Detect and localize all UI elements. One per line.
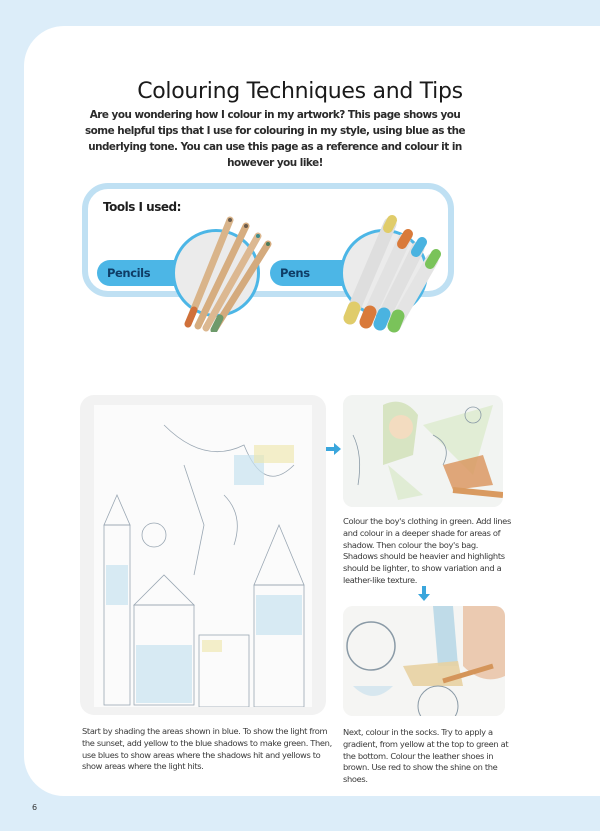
arrow-right-icon <box>326 442 342 456</box>
page-number: 6 <box>32 803 38 812</box>
city-sky-illustration <box>80 395 326 715</box>
boy-illustration-icon <box>343 395 503 507</box>
shoes-illustration-icon <box>343 606 505 716</box>
intro-paragraph: Are you wondering how I colour in my artwork? This page shows you some helpful tips that I use for colouring in my style, using blue as the underlying tone. You can use this page as a reference and colour it in however you like! <box>84 109 466 169</box>
pencils-label: Pencils <box>97 260 197 286</box>
markers-icon <box>330 210 445 335</box>
page-title: Colouring Techniques and Tips <box>137 78 463 104</box>
line-art-icon <box>94 405 312 707</box>
step2-caption: Next, colour in the socks. Try to apply a gradient, from yellow at the top to green at the bottom. Colour the leather shoes in brown. Use red to show the shine on the shoes. <box>343 727 509 785</box>
pencils-icon <box>168 212 278 332</box>
tools-heading: Tools I used: <box>103 200 181 214</box>
boy-clothing-closeup <box>343 395 503 507</box>
pens-label: Pens <box>270 260 350 286</box>
main-caption: Start by shading the areas shown in blue. To show the light from the sunset, add yellow to the blue shadows to make green. Then, use blues to show areas where the shadows hit and yellows to show areas where the light hits. <box>82 726 332 772</box>
arrow-down-icon <box>417 586 431 602</box>
step1-caption: Colour the boy's clothing in green. Add lines and colour in a deeper shade for areas of shadow. Then colour the boy's bag. Shadows should be heavier and highlights should be lighter, to show variation and a leather-like texture. <box>343 516 511 585</box>
socks-shoes-closeup <box>343 606 505 716</box>
